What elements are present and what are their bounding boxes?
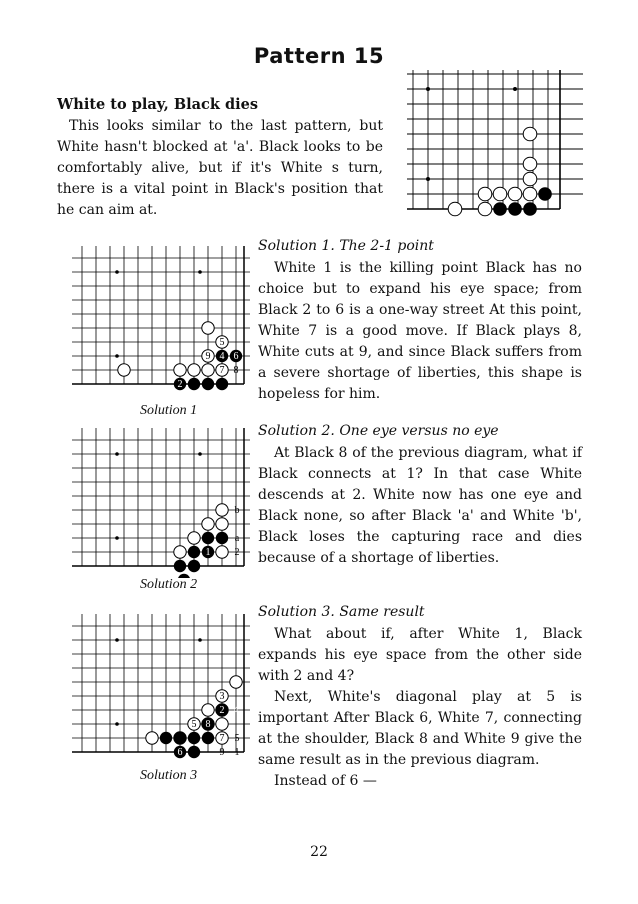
- s3-black-6-label: 6: [177, 747, 183, 758]
- solution-1-diagram: [72, 246, 250, 396]
- solution-2-text: [258, 443, 582, 569]
- s3-white-5-label: 5: [191, 719, 197, 730]
- s3-white-3-label: 3: [219, 691, 225, 702]
- solution-3-text: [258, 624, 582, 792]
- s1-black-6-label: 6: [233, 351, 239, 362]
- s2-a-label: a: [234, 533, 240, 544]
- problem-diagram: [407, 70, 583, 220]
- solution-1-paragraph: White 1 is the killing point Black has no choice but to expand his eye space; from Black 2 to 6 is a one-way street At this point, White 7 is a good move. If Black plays 8, White cuts at 9, and since Black suffers from a severe shortage of liberties, this shape is hopeless for him.: [258, 260, 582, 402]
- solution-1-heading: Solution 1. The 2-1 point: [258, 238, 434, 254]
- s2-white-2-label: 2: [234, 547, 240, 558]
- solution-2-paragraph: At Black 8 of the previous diagram, what if Black connects at 1? In that case White descends at 2. White now has one eye and Black none, so after Black 'a' and White 'b', Black loses the capturing race and dies because of a shortage of liberties.: [258, 445, 582, 566]
- s3-white-5b-label: 5: [234, 733, 240, 744]
- s3-white-9-label: 9: [219, 747, 225, 758]
- s1-black-8-label: 8: [233, 365, 239, 376]
- solution-2-caption: Solution 2: [140, 577, 198, 592]
- solution-3-caption: Solution 3: [140, 768, 198, 783]
- page-number: 22: [310, 844, 328, 860]
- page-title: Pattern 15: [253, 44, 385, 68]
- s1-white-3-label: 3: [205, 379, 211, 390]
- s3-black-8-label: 8: [205, 719, 211, 730]
- s3-white-1-label: 1: [234, 747, 240, 758]
- s1-white-7-label: 7: [219, 365, 225, 376]
- s3-black-2-label: 2: [219, 705, 225, 716]
- solution-3-paragraph-2: Next, White's diagonal play at 5 is important After Black 6, White 7, connecting at the shoulder, Black 8 and White 9 give the same result as in the previous diagram.: [258, 689, 582, 768]
- s2-b-label: b: [234, 505, 240, 516]
- solution-3-paragraph-1: What about if, after White 1, Black expands his eye space from the other side with 2 and 4?: [258, 626, 582, 684]
- solution-2-heading: Solution 2. One eye versus no eye: [258, 423, 499, 439]
- s1-white-9-label: 9: [205, 351, 211, 362]
- solution-3-heading: Solution 3. Same result: [258, 604, 425, 620]
- s3-black-4-label: 4: [233, 705, 239, 716]
- problem-subtitle: White to play, Black dies: [57, 96, 259, 113]
- solution-3-diagram: [72, 614, 250, 764]
- solution-1-text: [258, 258, 582, 405]
- solution-1-caption: Solution 1: [140, 403, 198, 418]
- s1-black-4-label: 4: [219, 351, 225, 362]
- s1-white-5-label: 5: [219, 337, 225, 348]
- s1-black-2-label: 2: [177, 379, 183, 390]
- solution-2-diagram: [72, 428, 250, 578]
- intro-paragraph: This looks similar to the last pattern, but White hasn't blocked at 'a'. Black looks to be comfortably alive, but if it's White s turn, there is a vital point in Black's position that he can aim at.: [57, 118, 383, 218]
- s3-white-7-label: 7: [219, 733, 225, 744]
- solution-3-paragraph-3: Instead of 6 —: [274, 773, 377, 789]
- s1-white-1-label: 1: [219, 379, 225, 390]
- s2-black-1-label: 1: [205, 547, 211, 558]
